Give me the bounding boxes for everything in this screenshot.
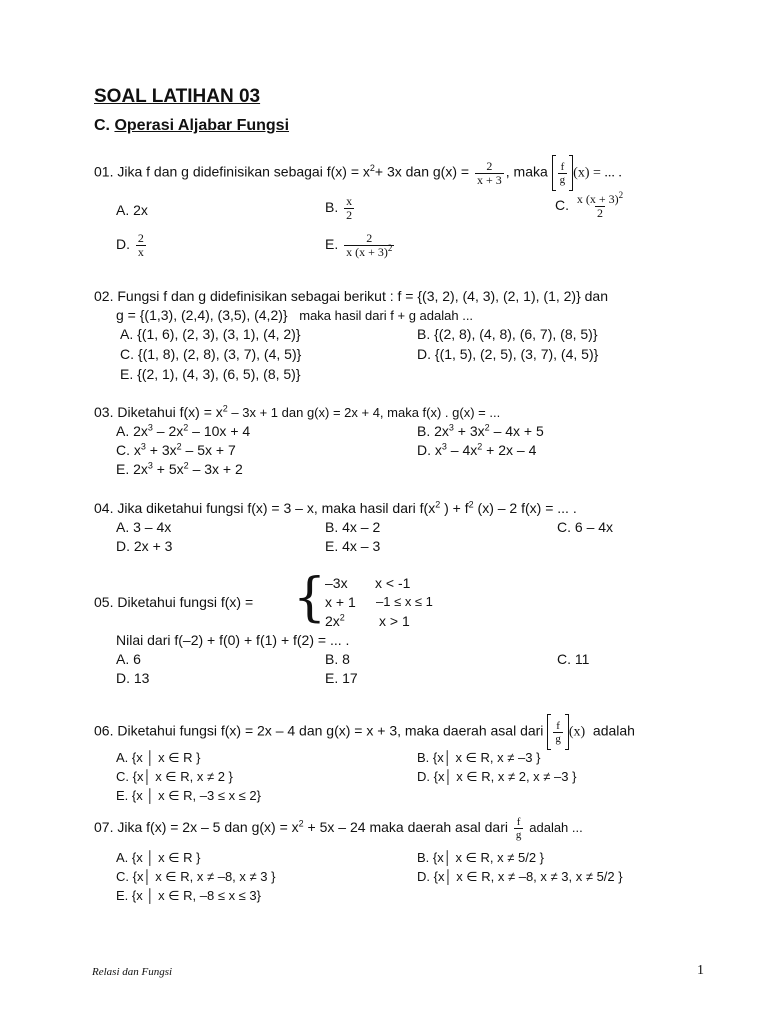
section-prefix: C. [94,117,115,134]
q06-option-e: E. {x │ x ∈ R, –3 ≤ x ≤ 2} [116,788,261,803]
q07-option-b: B. {x│ x ∈ R, x ≠ 5/2 } [417,850,545,865]
question-06 [94,714,635,750]
q05-r3a: 2x [325,613,340,629]
q03-B-sup2: 2 [484,422,490,433]
q03-E-sup3: 3 [147,460,153,471]
q01-g-fraction [475,160,504,187]
question-05-lead: 05. Diketahui fungsi f(x) = [94,594,254,610]
page-title: SOAL LATIHAN 03 [94,86,261,107]
page-number: 1 [697,963,704,978]
q05-case1-expr: –3x [325,575,348,591]
q06-g: g [555,732,561,745]
q01-option-b [325,195,356,222]
q03-C2: + 3x [145,442,177,458]
q01-optE-frac [344,232,394,259]
q03-E2: + 5x [152,461,184,477]
q05-option-b: B. 8 [325,651,350,667]
q05-option-a: A. 6 [116,651,141,667]
q01-optC-num: x (x + 3) [576,192,619,206]
q01-sup: 2 [369,163,375,174]
q07-c: adalah ... [529,820,583,836]
q01-text-c: , maka [505,163,548,180]
q04-option-d: D. 2x + 3 [116,538,173,554]
q07-option-e: E. {x │ x ∈ R, –8 ≤ x ≤ 3} [116,888,261,903]
q01-optE-sup: 2 [387,243,393,253]
q03-A1: A. 2x [116,423,148,439]
q01-optE-num: 2 [366,231,373,245]
q07-f: f [516,816,521,828]
q03-E1: E. 2x [116,461,148,477]
q07-option-c: C. {x│ x ∈ R, x ≠ –8, x ≠ 3 } [116,869,276,884]
q04-b: ) + f [440,500,469,516]
q05-option-c: C. 11 [557,651,590,667]
q02-l2b: maka hasil dari f + g adalah ... [299,308,474,323]
q01-bracket [552,155,574,191]
q04-c: (x) – 2 f(x) = ... . [473,500,577,516]
q01-optC-sup: 2 [618,190,624,200]
q03-C1: C. x [116,442,141,458]
question-04 [94,499,577,517]
q03-b: – 3x + 1 dan g(x) = 2x + 4, maka f(x) . g(x) = ... [227,405,501,420]
q01-option-d [116,232,148,259]
section-heading [94,117,289,135]
q06-f: f [556,719,560,732]
q05-case3-expr [325,612,345,630]
q01-optB-num: x [346,194,353,208]
q03-A-sup2: 2 [183,422,189,433]
q02-option-a: A. {(1, 6), (2, 3), (3, 1), (4, 2)} [120,326,301,342]
q03-B3: – 4x + 5 [489,423,544,439]
q03-E3: – 3x + 2 [188,461,243,477]
section-label: Operasi Aljabar Fungsi [114,117,290,134]
q04-option-a: A. 3 – 4x [116,519,172,535]
q01-text-d: (x) = ... . [573,165,622,181]
q05-sup: 2 [339,612,345,623]
q06-option-b: B. {x│ x ∈ R, x ≠ –3 } [417,750,541,765]
q03-C-sup2: 2 [176,441,182,452]
piecewise-brace: { [293,568,327,628]
q01-optC-den: 2 [597,206,604,220]
q01-option-e [325,232,396,259]
q06-bracket [547,714,569,750]
q05-case3-cond: x > 1 [379,613,410,629]
q03-D-sup3: 3 [441,441,447,452]
q02-option-e: E. {(2, 1), (4, 3), (6, 5), (8, 5)} [120,366,301,382]
q01-optD-label: D. [116,236,130,253]
q03-sup: 2 [222,403,228,414]
q02-option-c: C. {(1, 8), (2, 8), (3, 7), (4, 5)} [120,346,302,362]
q07-fraction [514,816,524,841]
q05-option-e: E. 17 [325,670,358,686]
q06-b: (x) [568,724,586,740]
q06-a: 06. Diketahui fungsi f(x) = 2x – 4 dan g(x) = x + 3, maka daerah asal dari [94,722,544,739]
q05-case2-expr: x + 1 [325,594,356,610]
q01-optD-frac [136,232,146,259]
q04-option-e: E. 4x – 3 [325,538,381,554]
q03-D2: – 4x [446,442,478,458]
q01-option-a: A. 2x [116,202,148,218]
q01-optC-label: C. [555,197,569,214]
q04-sup-a: 2 [435,499,441,510]
q03-D1: D. x [417,442,442,458]
q03-option-e [116,460,243,478]
q03-C-sup3: 3 [140,441,146,452]
q01-optB-label: B. [325,199,339,216]
q06-option-c: C. {x│ x ∈ R, x ≠ 2 } [116,769,233,784]
question-02-line2 [116,306,473,325]
q03-option-b [417,422,544,440]
q04-option-c: C. 6 – 4x [557,519,614,535]
q03-option-a [116,422,250,440]
q07-sup: 2 [298,818,304,829]
q04-option-b: B. 4x – 2 [325,519,381,535]
q01-optC-frac [575,190,625,220]
q01-optE-den: x (x + 3) [346,245,388,259]
question-01 [94,155,622,191]
q07-a: 07. Jika f(x) = 2x – 5 dan g(x) = x [94,819,299,836]
q03-A3: – 10x + 4 [188,423,251,439]
q03-B-sup3: 3 [448,422,454,433]
q07-b: + 5x – 24 maka daerah asal dari [303,819,508,836]
q01-optB-den: 2 [346,208,353,222]
q04-a: 04. Jika diketahui fungsi f(x) = 3 – x, maka hasil dari f(x [94,500,436,516]
q01-text-a: 01. Jika f dan g didefinisikan sebagai f(x) = x [94,163,370,180]
q01-optD-num: 2 [137,231,144,245]
q01-g: g [559,173,566,186]
question-02-line1: 02. Fungsi f dan g didefinisikan sebagai berikut : f = {(3, 2), (4, 3), (2, 1), (1, 2)} dan [94,288,609,304]
q03-option-d [417,441,536,459]
q07-option-a: A. {x │ x ∈ R } [116,850,201,865]
question-07 [94,816,583,841]
q06-c: adalah [592,722,635,739]
q01-text-b: + 3x dan g(x) = [374,163,470,180]
footer-title: Relasi dan Fungsi [92,966,173,978]
q01-optE-label: E. [325,236,339,253]
q02-option-d: D. {(1, 5), (2, 5), (3, 7), (4, 5)} [417,346,599,362]
q03-B1: B. 2x [417,423,449,439]
q01-f: f [560,160,565,173]
question-03 [94,403,500,422]
q06-option-d: D. {x│ x ∈ R, x ≠ 2, x ≠ –3 } [417,769,577,784]
q03-D-sup2: 2 [477,441,483,452]
q01-optD-den: x [137,245,144,259]
q02-option-b: B. {(2, 8), (4, 8), (6, 7), (8, 5)} [417,326,598,342]
q03-A-sup3: 3 [147,422,153,433]
q03-a: 03. Diketahui f(x) = x [94,404,223,420]
q01-optB-frac [344,195,354,222]
q01-g-num: 2 [486,158,493,173]
q03-option-c [116,441,236,459]
q03-C3: – 5x + 7 [181,442,236,458]
question-05-line2: Nilai dari f(–2) + f(0) + f(1) + f(2) = ... . [116,632,350,648]
q03-E-sup2: 2 [183,460,189,471]
q01-g-den: x + 3 [476,172,502,187]
q01-option-c [555,190,627,220]
q05-option-d: D. 13 [116,670,150,686]
q03-A2: – 2x [152,423,184,439]
q05-case1-cond: x < -1 [375,575,411,591]
q04-sup-b: 2 [468,499,474,510]
q07-g: g [515,829,522,841]
q05-case2-cond: –1 ≤ x ≤ 1 [376,594,433,609]
q06-option-a: A. {x │ x ∈ R } [116,750,201,765]
q07-option-d: D. {x│ x ∈ R, x ≠ –8, x ≠ 3, x ≠ 5/2 } [417,869,623,884]
q02-l2a: g = {(1,3), (2,4), (3,5), (4,2)} [116,307,288,323]
q03-B2: + 3x [453,423,485,439]
q03-D3: + 2x – 4 [482,442,537,458]
